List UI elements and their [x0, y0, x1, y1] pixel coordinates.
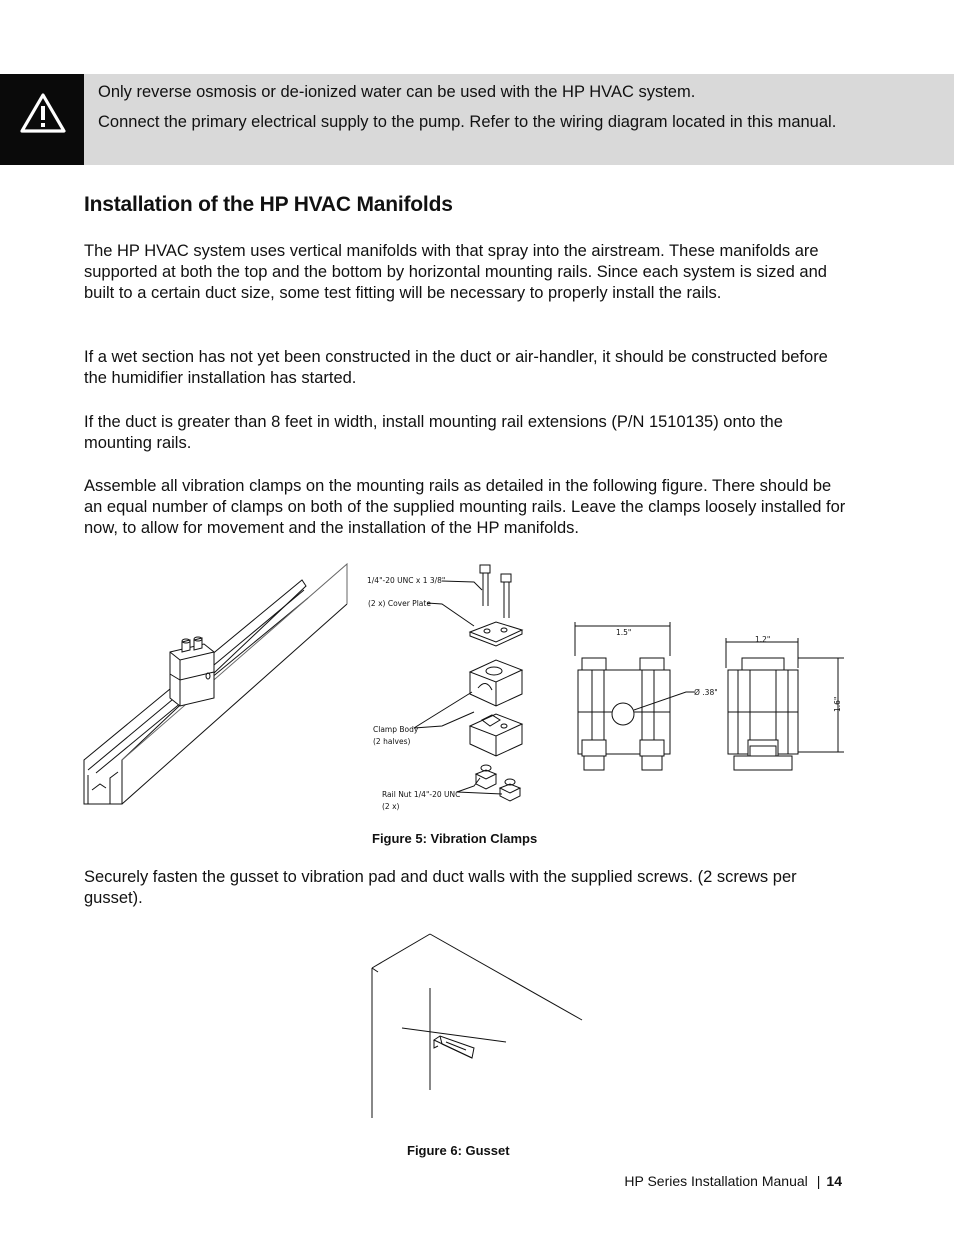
warning-triangle-icon [20, 92, 66, 134]
section-heading: Installation of the HP HVAC Manifolds [84, 193, 453, 216]
vibration-clamps-figure [82, 560, 846, 815]
label-rail-nut: Rail Nut 1/4"-20 UNC [382, 790, 461, 799]
paragraph: Securely fasten the gusset to vibration pad and duct walls with the supplied screws. (2 screws per gusset). [84, 868, 797, 907]
page-number: 14 [826, 1173, 842, 1189]
paragraph: If a wet section has not yet been constructed in the duct or air-handler, it should be constructed before the humidifier installation has started. [84, 348, 828, 387]
label-rail-nut-qty: (2 x) [382, 802, 400, 811]
paragraph: If the duct is greater than 8 feet in width, install mounting rail extensions (P/N 1510135) onto the mounting rails. [84, 413, 783, 452]
clamp-front-view [575, 622, 694, 770]
figure-caption: Figure 5: Vibration Clamps [372, 831, 538, 846]
warning-line: Only reverse osmosis or de-ionized water can be used with the HP HVAC system. [98, 83, 696, 101]
paragraph: The HP HVAC system uses vertical manifolds with that spray into the airstream. These manifolds are supported at both the top and the bottom by horizontal mounting rails. Since each system is sized and built to a certain duct size, some test fitting will be necessary to properly install the rails. [84, 242, 827, 302]
clamp-side-view [726, 638, 844, 770]
label-width-2: 1.2" [755, 635, 771, 644]
label-cover-plate: (2 x) Cover Plate [368, 599, 431, 608]
paragraph: Assemble all vibration clamps on the mounting rails as detailed in the following figure. There should be an equal number of clamps on both of the supplied mounting rails. Leave the clamps loosely installed for now, to allow for movement and the installation of the HP manifolds. [84, 477, 846, 537]
footer-separator: | [816, 1173, 821, 1189]
page-footer [624, 1173, 842, 1189]
warning-text [98, 82, 864, 142]
manual-title: HP Series Installation Manual [624, 1173, 808, 1189]
figure-caption: Figure 6: Gusset [407, 1143, 510, 1158]
label-hole-diameter: Ø .38" [694, 688, 718, 697]
label-clamp-body: Clamp Body [373, 725, 419, 734]
label-bolt: 1/4"-20 UNC x 1 3/8" [367, 576, 446, 585]
mounting-rail-drawing [84, 564, 347, 804]
gusset-figure [360, 930, 590, 1120]
label-width-1: 1.5" [616, 628, 632, 637]
warning-banner [0, 74, 954, 165]
warning-icon-box [0, 74, 84, 165]
label-height: 1.6" [833, 696, 842, 712]
warning-line: Connect the primary electrical supply to the pump. Refer to the wiring diagram located in this manual. [98, 113, 837, 131]
label-clamp-body-halves: (2 halves) [373, 737, 411, 746]
